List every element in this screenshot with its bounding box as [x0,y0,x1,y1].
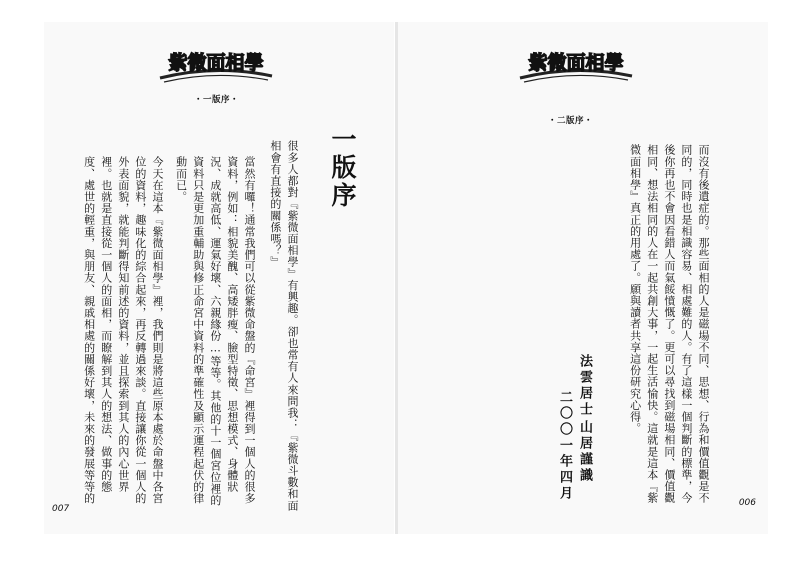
paragraph-1: 很多人都對『紫微面相學』有興趣。卻也常有人來問我：『紫微斗數和面相會有直接的關係嗎？』 [268,140,299,512]
paragraph-2: 當然有囉！通常我們可以從紫微命盤的『命宮』裡得到一個人的很多資料，例如：相貌美醜、高矮胖瘦、臉型特徵、思想模式、身體狀況、成就高低、運氣好壞、六親緣份…等等。其他的十一個宮位裡的資料只是更加重輔助與修正命宮中資料的準確性及顯示運程起伏的律動而已。 [174,156,256,506]
section-tag: ・二版序・ [548,116,594,126]
page-number: 006 [738,498,756,508]
section-tag: ・一版序・ [194,95,240,105]
page-number: 007 [52,504,70,514]
paragraph-1: 而沒有後遺症的。那些面相的人是磁場不同、思想、行為和價值觀是不同的，同時也是相識容易、相處難的人。有了這樣一個判斷的標準，今後你再也不會因看錯人而氣餒憤慨了。更可以尋找到磁場相同、價值觀相同、想法相同的人在一起共創大事，一起生活愉快。這就是這本『紫微面相學』真正的用處了。願與讀者共享這份研究心得。 [628,144,710,504]
author-place: 山居謹識 [577,420,592,484]
right-page [398,22,768,534]
left-page [44,22,394,534]
chapter-title: 一版序 [328,126,357,210]
paragraph-3: 今天在這本『紫微面相學』裡，我們則是將這些原本處於命盤中各宮位的資料，趣味化的綜合起來，再反轉過來談。直接讓你從一個人的外表面貌，就能判斷得知前述的資料，並且探索到其人的內心世界裡。也就是直接從一個人的面相，而瞭解到其人的想法、做事的態度、處世的輕重，與朋友、親戚相處的關係好壞，未來的發展等等的 [82,156,164,504]
book-title-text: 紫微面相學 [528,52,624,74]
book-title-text: 紫微面相學 [168,52,264,74]
preface-date: 二〇〇一年四月 [557,390,572,502]
book-title-logo [516,42,636,88]
title-logo-graphic [516,42,636,88]
book-title-logo [156,42,276,88]
title-logo-graphic [156,42,276,88]
author-name: 法雲居士 [577,354,592,418]
